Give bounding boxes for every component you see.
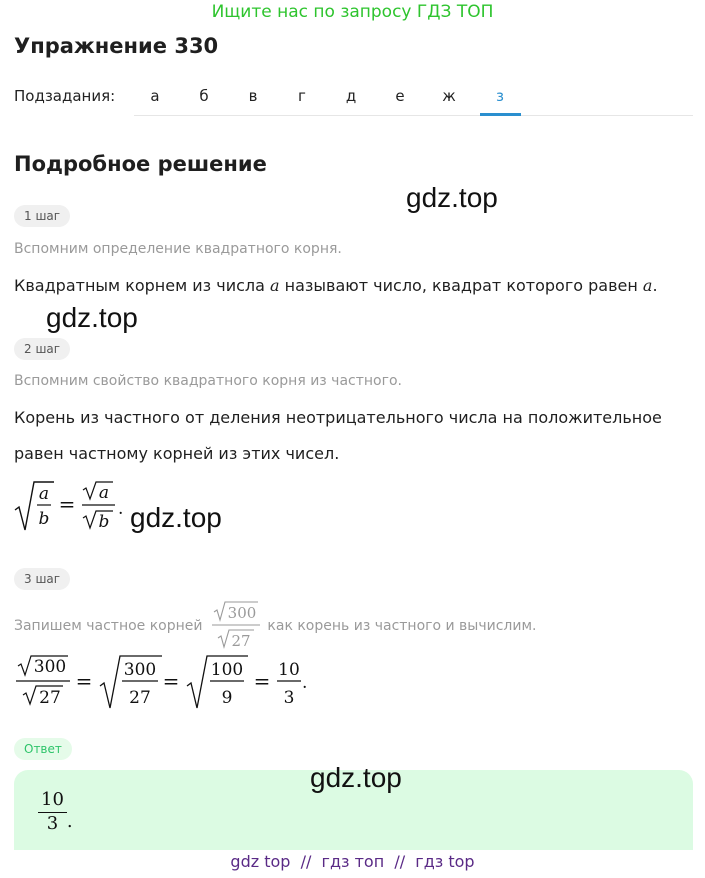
svg-text:300: 300 [33, 657, 67, 677]
svg-text:100: 100 [210, 660, 244, 680]
svg-text:=: = [58, 492, 76, 516]
step-text: Квадратным корнем из числа a называют число, квадрат которого равен a. [14, 276, 658, 295]
subtasks-divider [134, 115, 693, 116]
answer-badge: Ответ [14, 738, 72, 760]
active-tab-indicator [480, 113, 521, 116]
svg-text:300: 300 [227, 604, 257, 622]
promo-banner: Ищите нас по запросу ГДЗ ТОП [211, 2, 494, 22]
subtask-tab-z[interactable]: з [496, 87, 504, 105]
step-text-line: равен частному корней из этих чисел. [14, 444, 340, 463]
svg-text:9: 9 [221, 688, 233, 708]
step-hint: Вспомним свойство квадратного корня из частного. [14, 373, 402, 389]
svg-text:27: 27 [231, 632, 251, 650]
subtask-tab-v[interactable]: в [248, 87, 258, 105]
step-badge: 2 шаг [14, 338, 70, 360]
watermark: gdz.top [310, 762, 402, 793]
footer-links: gdz top // гдз топ // гдз top [230, 852, 475, 871]
answer-fraction: $\frac{10}{3}$ . [38, 790, 73, 834]
step-badge: 3 шаг [14, 568, 70, 590]
svg-text:=: = [253, 669, 271, 693]
svg-text:27: 27 [39, 688, 61, 708]
subtasks-label: Подзадания: [14, 87, 116, 105]
svg-text:b: b [38, 509, 50, 529]
watermark: gdz.top [406, 182, 498, 213]
sqrt-quotient-formula [12, 478, 127, 540]
step-text-line: Корень из частного от деления неотрицательного числа на положительное [14, 408, 662, 427]
subtask-tab-d[interactable]: д [345, 87, 357, 105]
svg-text:.: . [302, 673, 308, 693]
calculation-formula [12, 652, 312, 714]
variable-a: a [270, 276, 280, 295]
subtask-tab-a[interactable]: а [150, 87, 160, 105]
variable-a: a [642, 276, 653, 295]
svg-text:3: 3 [283, 688, 295, 708]
step-hint: Запишем частное корней как корень из частного и вычислим. [14, 618, 537, 634]
svg-text:=: = [162, 669, 180, 693]
solution-heading: Подробное решение [14, 152, 267, 176]
step-badge: 1 шаг [14, 205, 70, 227]
svg-text:a: a [38, 484, 50, 504]
svg-text:=: = [75, 669, 93, 693]
subtask-tab-e[interactable]: е [395, 87, 405, 105]
inline-fraction-of-roots [210, 598, 266, 654]
step-hint: Вспомним определение квадратного корня. [14, 241, 342, 257]
watermark: gdz.top [130, 502, 222, 533]
page-title: Упражнение 330 [14, 34, 219, 58]
svg-text:300: 300 [123, 660, 157, 680]
svg-text:b: b [98, 512, 110, 532]
svg-text:10: 10 [278, 660, 300, 680]
subtask-tab-zh[interactable]: ж [442, 87, 456, 105]
subtask-tab-b[interactable]: б [199, 87, 209, 105]
subtask-tab-g[interactable]: г [298, 87, 306, 105]
watermark: gdz.top [46, 302, 138, 333]
svg-text:.: . [118, 499, 124, 519]
svg-text:27: 27 [129, 688, 151, 708]
svg-text:a: a [98, 483, 110, 503]
